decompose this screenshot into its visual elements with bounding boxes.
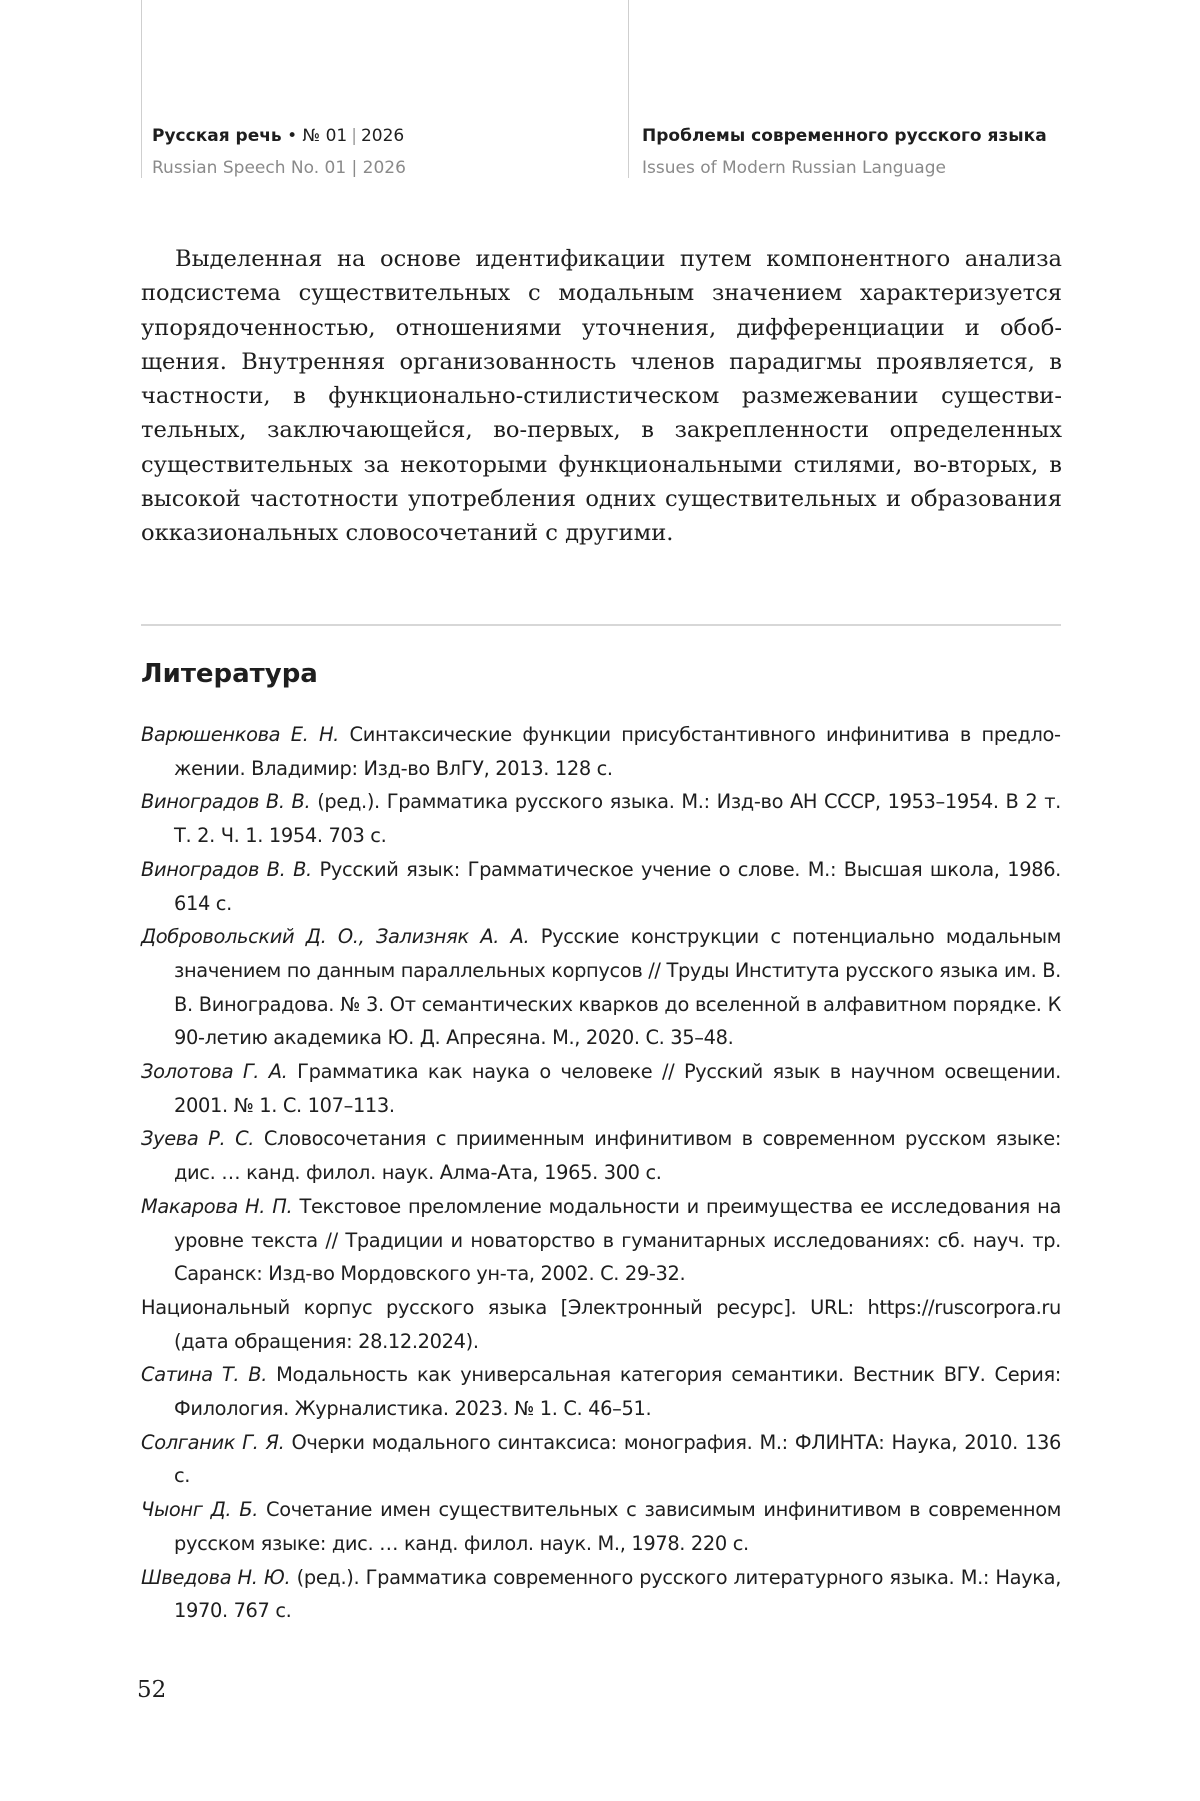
reference-item — [141, 718, 1061, 785]
bullet: • — [287, 126, 298, 146]
issue-number: № 01 — [302, 126, 348, 146]
reference-author: Макарова Н. П. — [141, 1194, 293, 1218]
journal-title-english: Russian Speech No. 01 | 2026 — [152, 158, 406, 178]
header-divider-right — [628, 0, 629, 178]
running-header-right — [642, 120, 1047, 184]
reference-text: Очерки модального синтаксиса: монография. М.: ФЛИНТА: Наука, 2010. 136 с. — [174, 1430, 1061, 1488]
references-list — [141, 718, 1061, 1628]
separator: | — [351, 126, 357, 146]
reference-text: Русские конструкции с потенциально модальным значением по данным параллельных корпусов // Труды Института русского языка им. В. В. Виноградова. № 3. От семантических кварков до вселенной в алфавитном порядке. К 90-летию академика Ю. Д. Апресяна. М., 2020. С. 35–48. — [174, 925, 1061, 1050]
section-divider — [141, 624, 1061, 626]
section-title: Проблемы современного русского языка — [642, 126, 1047, 146]
reference-text: Синтаксические функции присубстантивного инфинитива в предложении. Владимир: Изд-во ВлГУ, 2013. 128 с. — [174, 723, 1061, 780]
reference-author: Солганик Г. Я. — [141, 1430, 285, 1454]
reference-item — [141, 1561, 1061, 1628]
reference-text: Словосочетания с приименным инфинитивом в современном русском языке: дис. … канд. филол. наук. Алма-Ата, 1965. 300 с. — [174, 1127, 1062, 1185]
reference-item — [141, 1055, 1061, 1122]
running-header-left — [152, 120, 406, 184]
issue-year: 2026 — [360, 126, 405, 146]
reference-author: Зуева Р. С. — [141, 1127, 255, 1151]
reference-item — [141, 1122, 1061, 1189]
section-line — [642, 120, 1047, 152]
reference-item — [141, 785, 1061, 852]
reference-text: Грамматика как наука о человеке // Русский язык в научном освещении. 2001. № 1. С. 107–113. — [174, 1060, 1061, 1117]
reference-author: Варюшенкова Е. Н. — [141, 723, 339, 746]
section-title-english: Issues of Modern Russian Language — [642, 158, 946, 178]
reference-item — [141, 1493, 1061, 1560]
reference-item — [141, 1291, 1061, 1358]
reference-item — [141, 1426, 1061, 1493]
journal-title: Русская речь — [152, 126, 282, 146]
reference-text: Русский язык: Грамматическое учение о слове. М.: Высшая школа, 1986. 614 с. — [174, 857, 1061, 915]
reference-author: Виноградов В. В. — [141, 857, 312, 881]
reference-text: (ред.). Грамматика современного русского литературного языка. М.: Наука, 1970. 767 с. — [174, 1565, 1062, 1623]
reference-author: Шведова Н. Ю. — [141, 1565, 291, 1589]
reference-text: Национальный корпус русского языка [Электронный ресурс]. URL: https://ruscorpora.ru (дата обращения: 28.12.2024). — [141, 1295, 1061, 1353]
header-divider-left — [141, 0, 142, 178]
reference-author: Золотова Г. А. — [141, 1060, 288, 1084]
reference-text: Сочетание имен существительных с зависимым инфинитивом в современном русском языке: дис. … канд. филол. наук. М., 1978. 220 с. — [174, 1498, 1061, 1555]
reference-item — [141, 1358, 1061, 1425]
reference-text: (ред.). Грамматика русского языка. М.: Изд-во АН СССР, 1953–1954. В 2 т. Т. 2. Ч. 1. 1954. 703 с. — [174, 790, 1061, 848]
reference-author: Сатина Т. В. — [141, 1363, 268, 1387]
reference-text: Текстовое преломление модальности и преимущества ее исследования на уровне текста // Традиции и новаторство в гуманитарных исследованиях: сб. науч. тр. Саранск: Изд-во Мордовского ун-та, 2002. С. 29-32. — [174, 1194, 1061, 1286]
reference-author: Чыонг Д. Б. — [141, 1498, 259, 1522]
reference-author: Виноградов В. В. — [141, 790, 311, 814]
reference-item — [141, 920, 1061, 1055]
reference-item — [141, 853, 1061, 920]
journal-line — [152, 120, 406, 152]
page-number: 52 — [137, 1677, 167, 1703]
reference-item — [141, 1190, 1061, 1291]
reference-text: Модальность как универсальная категория семантики. Вестник ВГУ. Серия: Филология. Журналистика. 2023. № 1. С. 46–51. — [174, 1363, 1061, 1421]
reference-author: Добровольский Д. О., Зализняк А. А. — [141, 925, 530, 949]
references-heading: Литература — [141, 659, 318, 689]
body-paragraph: Выделенная на основе идентификации путем компонентного анализа подсистема существительных с модальным значением характеризуется упорядоченностью, отношениями уточнения, дифференциации и обобщения. Внутренняя организованность членов парадигмы проявляется, в частности, в функционально-стилистическом размежевании существительных, заключающейся, во-первых, в закрепленности определенных существительных за некоторыми функциональными стилями, во-вторых, в высокой частотности употребления одних существительных и образования окказиональных словосочетаний с другими. — [141, 246, 1062, 547]
